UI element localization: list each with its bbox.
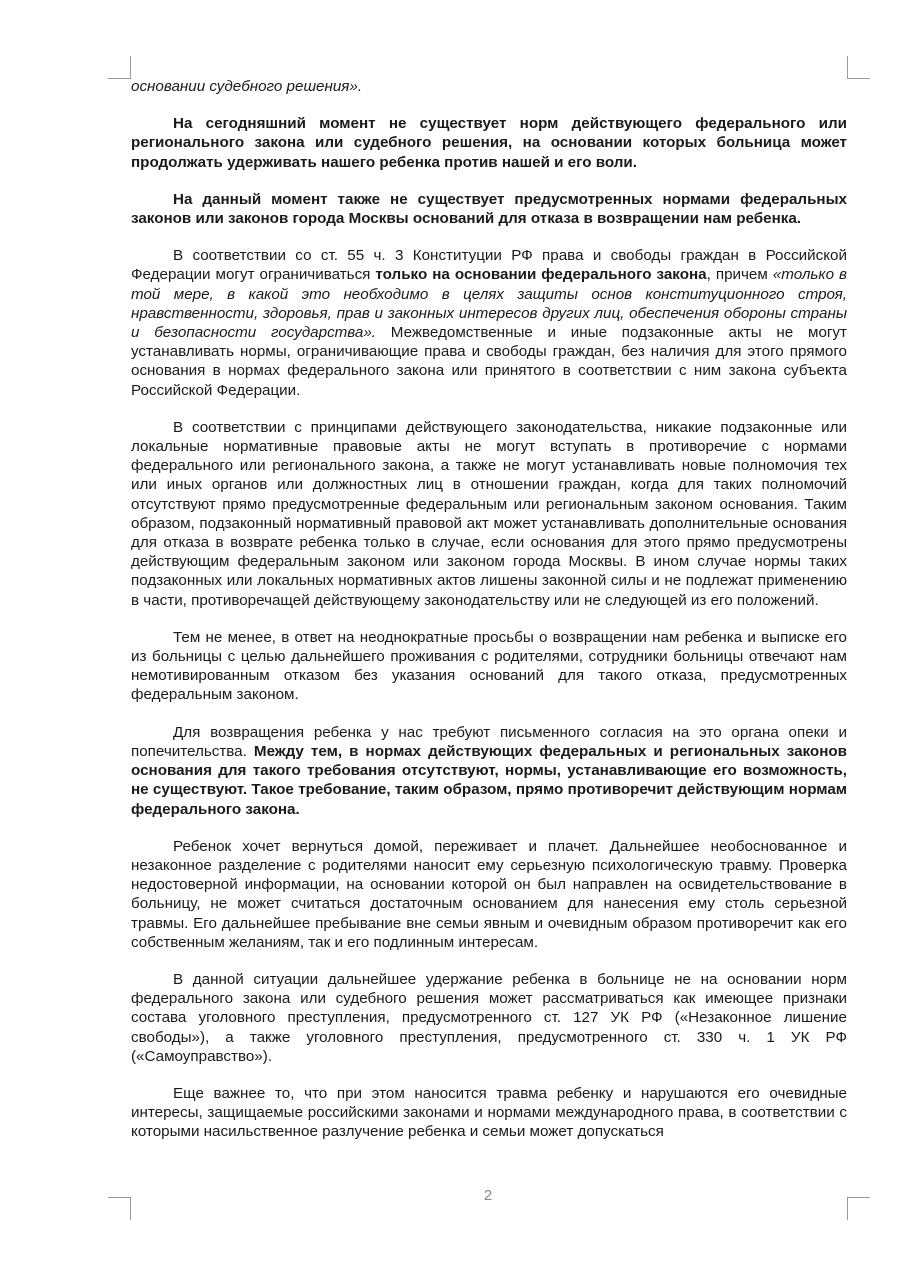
paragraph-bylaws-principles (131, 418, 847, 610)
text-run: , причем (706, 266, 773, 284)
text-run: В данной ситуации дальнейшее удержание ребенка в больнице не на основании норм федерального закона или судебного решения может рассматриваться как имеющее признаки состава уголовного преступления, предусмотренного ст. 127 УК РФ («Незаконное лишение свободы»), а также уголовного преступления, предусмотренного ст. 330 ч. 1 УК РФ («Самоуправство»). (131, 970, 847, 1065)
page-corner-mark-top-left (108, 56, 131, 79)
text-run: В соответствии с принципами действующего законодательства, никакие подзаконные или локальные нормативные правовые акты не могут вступать в противоречие с нормами федерального или регионального закона, а также не могут устанавливать новые полномочия тех или иных органов или должностных лиц в отношении граждан, когда для таких полномочий отсутствуют прямо предусмотренные федеральным или региональным законом основания. Таким образом, подзаконный нормативный правовой акт может устанавливать дополнительные основания для отказа в возврате ребенка только в случае, если основания для этого прямо предусмотрены действующим федеральным законом или законом города Москвы. В ином случае нормы таких подзаконных или локальных нормативных актов лишены законной силы и не подлежат применению в части, противоречащей действующему законодательству или не следующей из его положений. (131, 418, 847, 609)
paragraph-no-legal-norms (131, 114, 847, 172)
text-run: только на основании федерального закона (375, 266, 707, 284)
text-run: Между тем, в нормах действующих федеральных и региональных законов основания для такого требования отсутствуют, нормы, устанавливающие его возможность, не существуют. Такое требование, таким образом, прямо противоречит действующим нормам федерального закона. (131, 742, 847, 818)
text-run: основании судебного решения». (131, 78, 363, 95)
paragraph-hospital-refusal (131, 628, 847, 705)
document-body (131, 77, 847, 1142)
paragraph-continuation (131, 77, 847, 96)
text-run: Ребенок хочет вернуться домой, переживает и плачет. Дальнейшее необоснованное и незаконное разделение с родителями наносит ему серьезную психологическую травму. Проверка недостоверной информации, на основании которой он был направлен на освидетельствование в больницу, не может считаться достаточным основанием для нанесения ему столь серьезной травмы. Его дальнейшее пребывание вне семьи явным и очевидным образом противоречит как его собственным желаниям, так и его подлинным интересам. (131, 837, 847, 951)
text-run: В соответствии со ст. 55 ч. 3 Конституции РФ права и свободы граждан в Российской Федерации могут ограничиваться (131, 247, 847, 284)
paragraph-criminal-code (131, 970, 847, 1066)
paragraph-guardianship-consent (131, 723, 847, 819)
text-run: «только в той мере, в какой это необходимо в целях защиты основ конституционного строя, нравственности, здоровья, прав и законных интересов других лиц, обеспечения обороны страны и безопасности государства». (131, 266, 847, 342)
text-run: На данный момент также не существует предусмотренных нормами федеральных законов или законов города Москвы оснований для отказа в возвращении нам ребенка. (131, 190, 847, 228)
paragraph-constitution-article-55 (131, 246, 847, 400)
text-run: На сегодняшний момент не существует норм действующего федерального или регионального закона или судебного решения, на основании которых больница может продолжать удерживать нашего ребенка против нашей и его воли. (131, 115, 847, 171)
text-run: Для возвращения ребенка у нас требуют письменного согласия на это органа опеки и попечительства. (131, 723, 847, 760)
text-run: Еще важнее то, что при этом наносится травма ребенку и нарушаются его очевидные интересы, защищаемые российскими законами и нормами международного права, в соответствии с которыми насильственное разлучение ребенка и семьи может допускаться (131, 1084, 847, 1141)
paragraph-international-law (131, 1084, 847, 1142)
page-number: 2 (483, 1187, 493, 1204)
page-corner-mark-top-right (847, 56, 870, 79)
text-run: Межведомственные и иные подзаконные акты не могут устанавливать нормы, ограничивающие права и свободы граждан, без наличия для этого прямого основания в нормах федерального закона или принятого в соответствии с ним закона субъекта Российской Федерации. (131, 324, 847, 399)
text-run: Тем не менее, в ответ на неоднократные просьбы о возвращении нам ребенка и выписке его из больницы с целью дальнейшего проживания с родителями, сотрудники больницы отвечают нам немотивированным отказом без указания оснований для такого отказа, предусмотренных федеральным законом. (131, 628, 847, 704)
paragraph-child-trauma (131, 837, 847, 952)
paragraph-no-grounds-for-refusal (131, 190, 847, 228)
